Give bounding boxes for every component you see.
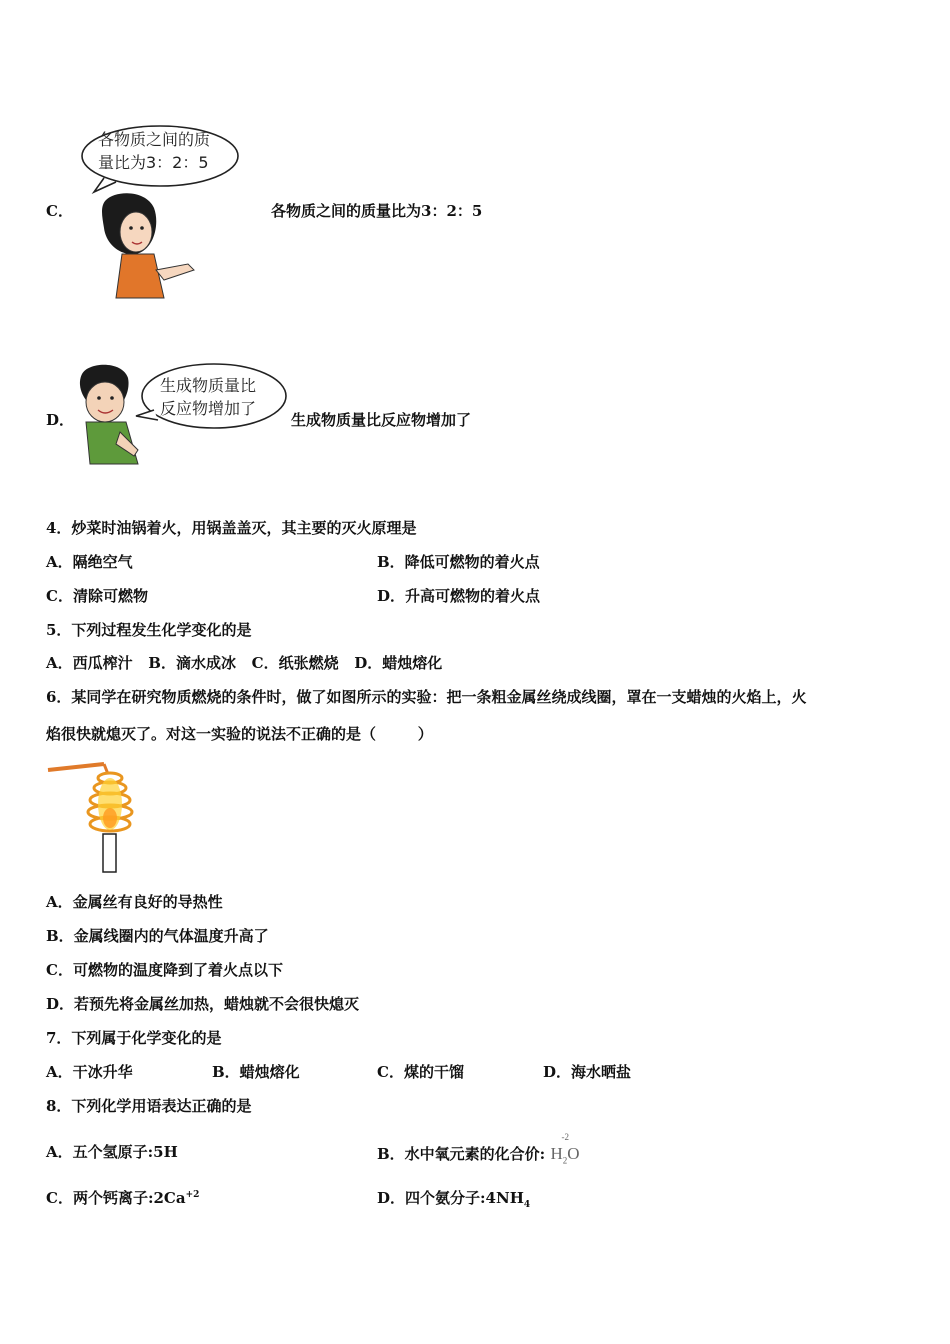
q5-options: A．西瓜榨汁 B．滴水成冰 C．纸张燃烧 D．蜡烛熔化 [46,654,443,672]
q7-option-d: D．海水晒盐 [543,1063,632,1081]
q3-c-bubble-line2: 量比为3：2：5 [98,153,209,172]
h2o-o: O [567,1144,580,1163]
q8-option-d-sub: 4 [523,1200,531,1210]
q8-option-c-text: C．两个钙离子:2Ca [46,1189,186,1207]
q3-c-bubble-line1: 各物质之间的质 [98,130,211,149]
q6-option-b: B．金属线圈内的气体温度升高了 [46,927,269,945]
candle-coil-diagram [46,756,146,876]
q7-option-b: B．蜡烛熔化 [212,1063,300,1081]
q8-option-c-charge: +2 [185,1190,200,1200]
q8-option-a: A．五个氢原子:5H [46,1143,178,1161]
q3-option-d-letter: D． [46,411,75,429]
q3-option-c-text: 各物质之间的质量比为3：2：5 [271,202,483,220]
q8-option-c [46,1191,199,1206]
q8-option-d-text: D．四个氨分子:4NH [377,1189,524,1207]
q4-option-a: A．隔绝空气 [46,553,133,571]
q6-option-a: A．金属丝有良好的导热性 [46,893,223,911]
q3-d-bubble-line1: 生成物质量比 [160,376,257,395]
q6-stem-line1: 6．某同学在研究物质燃烧的条件时，做了如图所示的实验：把一条粗金属丝绕成线圈，罩在一支蜡烛的火焰上，火 [46,688,807,706]
q6-stem-line2: 焰很快就熄灭了。对这一实验的说法不正确的是（ ） [46,725,433,743]
q6-option-d: D．若预先将金属丝加热，蜡烛就不会很快熄灭 [46,995,360,1013]
q8-option-b [377,1132,580,1166]
q4-option-c: C．清除可燃物 [46,587,148,605]
h2o-sub: 2 [562,1155,568,1166]
q8-option-d [377,1191,530,1210]
q4-option-d: D．升高可燃物的着火点 [377,587,541,605]
q6-option-c: C．可燃物的温度降到了着火点以下 [46,961,283,979]
q4-stem: 4．炒菜时油锅着火，用锅盖盖灭，其主要的灭火原理是 [46,519,417,537]
h2o-formula [550,1132,580,1166]
q3-option-d-text: 生成物质量比反应物增加了 [291,411,472,429]
h2o-h: H [550,1144,563,1163]
q7-option-a: A．干冰升华 [46,1063,133,1081]
oxygen-valence-label: -2 [561,1132,569,1142]
q7-option-c: C．煤的干馏 [377,1063,464,1081]
q3-option-c-letter: C． [46,202,73,220]
q8-option-b-text: B．水中氧元素的化合价: [377,1145,546,1163]
q3-d-bubble-line2: 反应物增加了 [160,399,257,418]
q7-stem: 7．下列属于化学变化的是 [46,1029,222,1047]
q4-option-b: B．降低可燃物的着火点 [377,553,540,571]
q5-stem: 5．下列过程发生化学变化的是 [46,621,252,639]
q8-stem: 8．下列化学用语表达正确的是 [46,1097,252,1115]
